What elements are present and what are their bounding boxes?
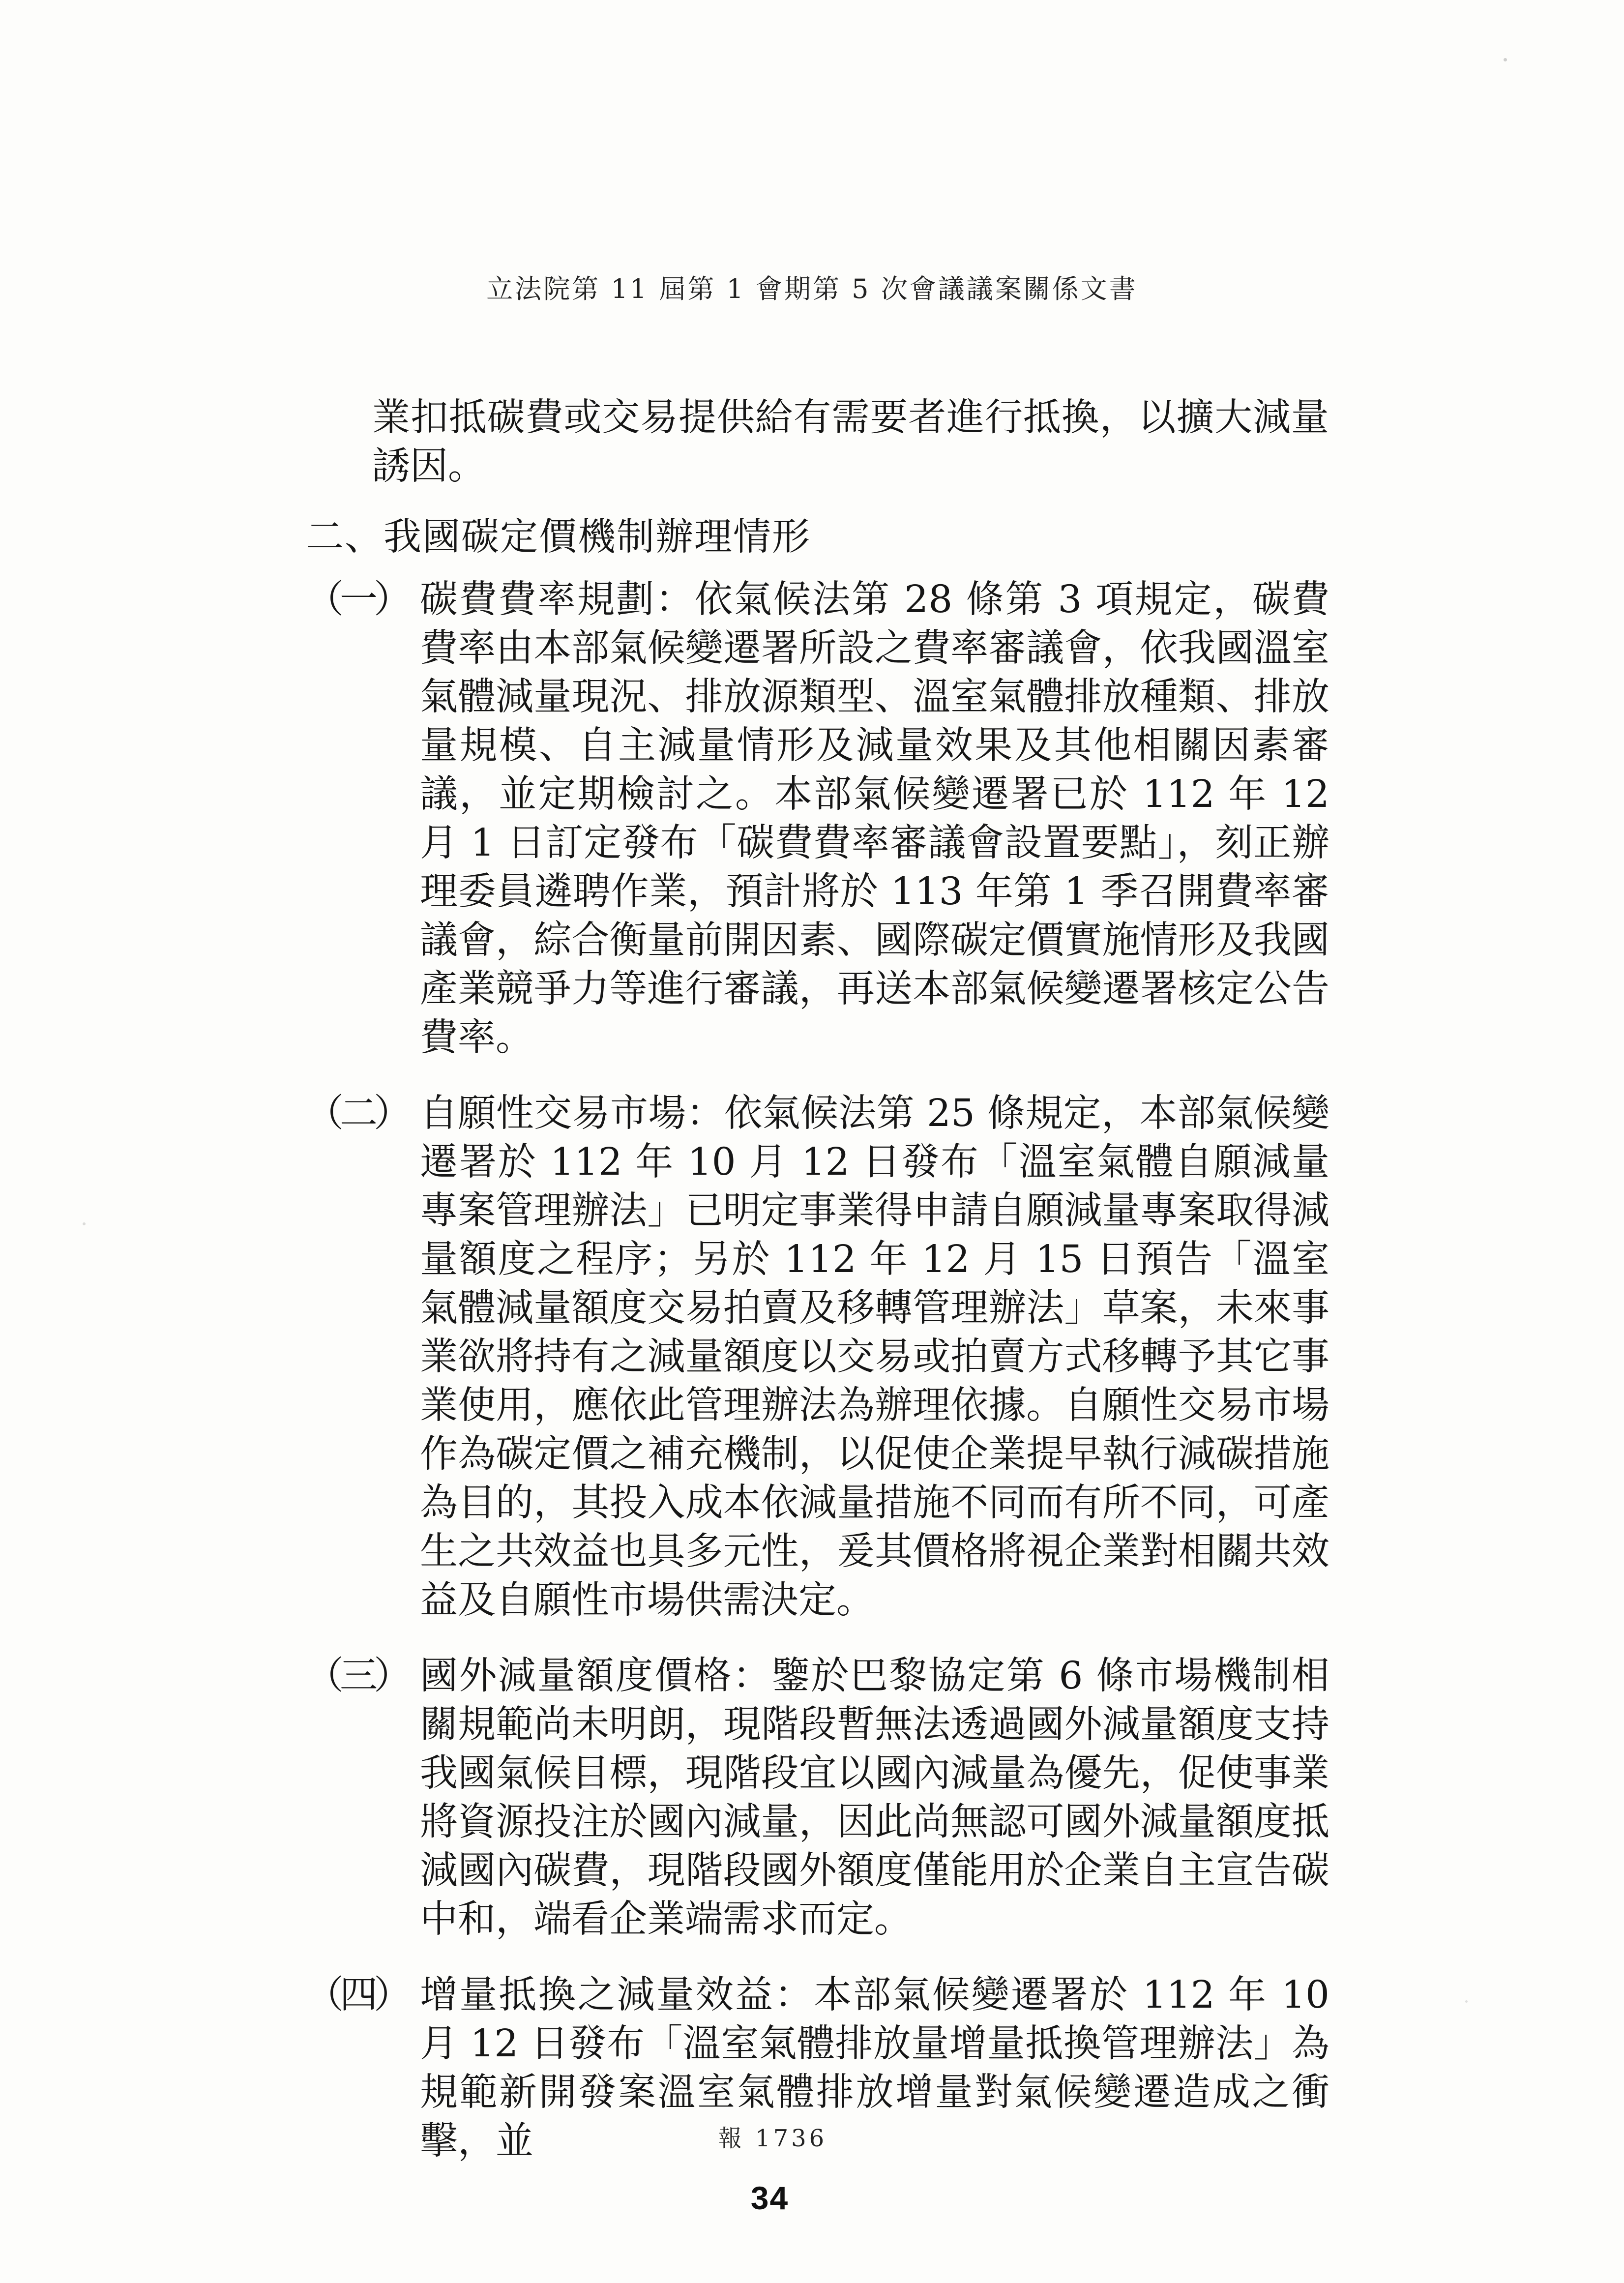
section-heading: 二、我國碳定價機制辦理情形 (306, 515, 811, 559)
list-item-marker: （三） (306, 1654, 408, 1698)
page-number: 34 (750, 2180, 789, 2216)
list-item-marker: （二） (306, 1092, 408, 1135)
list-item-marker: （一） (306, 578, 408, 622)
list-item-text: 國外減量額度價格：鑒於巴黎協定第 6 條市場機制相關規範尚未明朗，現階段暫無法透過國外減量額度支持我國氣候目標，現階段宜以國內減量為優先，促使事業將資源投注於國內減量，因此尚無認可國外減量額度抵減國內碳費，現階段國外額度僅能用於企業自主宣告碳中和，端看企業端需求而定。 (420, 1654, 1329, 1941)
list-item (306, 575, 1329, 1062)
scan-speck (83, 1222, 86, 1225)
scan-speck (1465, 2000, 1468, 2003)
document-header-title: 立法院第 11 屆第 1 會期第 5 次會議議案關係文書 (486, 273, 1138, 304)
document-footer-code: 報 1736 (718, 2125, 827, 2152)
scan-speck (1504, 58, 1507, 61)
list-item (306, 1652, 1329, 1944)
list-item (306, 1089, 1329, 1625)
document-body (306, 393, 1329, 2165)
list-item-marker: （四） (306, 1973, 408, 2017)
list-item-text: 碳費費率規劃：依氣候法第 28 條第 3 項規定，碳費費率由本部氣候變遷署所設之費率審議會，依我國溫室氣體減量現況、排放源類型、溫室氣體排放種類、排放量規模、自主減量情形及減量效果及其他相關因素審議，並定期檢討之。本部氣候變遷署已於 112 年 12 月 1 日訂定發布「碳費費率審議會設置要點」，刻正辦理委員遴聘作業，預計將於 113 年第 1 季召開費率審議會，綜合衡量前開因素、國際碳定價實施情形及我國產業競爭力等進行審議，再送本部氣候變遷署核定公告費率。 (420, 578, 1329, 1060)
list-item-text: 增量抵換之減量效益：本部氣候變遷署於 112 年 10 月 12 日發布「溫室氣體排放量增量抵換管理辦法」為規範新開發案溫室氣體排放增量對氣候變遷造成之衝擊，並 (420, 1973, 1329, 2163)
continuation-paragraph: 業扣抵碳費或交易提供給有需要者進行抵換，以擴大減量誘因。 (372, 396, 1329, 488)
list-item-text: 自願性交易市場：依氣候法第 25 條規定，本部氣候變遷署於 112 年 10 月 12 日發布「溫室氣體自願減量專案管理辦法」已明定事業得申請自願減量專案取得減量額度之程序；另於 112 年 12 月 15 日預告「溫室氣體減量額度交易拍賣及移轉管理辦法」草案，未來事業欲將持有之減量額度以交易或拍賣方式移轉予其它事業使用，應依此管理辦法為辦理依據。自願性交易市場作為碳定價之補充機制，以促使企業提早執行減碳措施為目的，其投入成本依減量措施不同而有所不同，可產生之共效益也具多元性，爰其價格將視企業對相關共效益及自願性市場供需決定。 (420, 1092, 1329, 1622)
